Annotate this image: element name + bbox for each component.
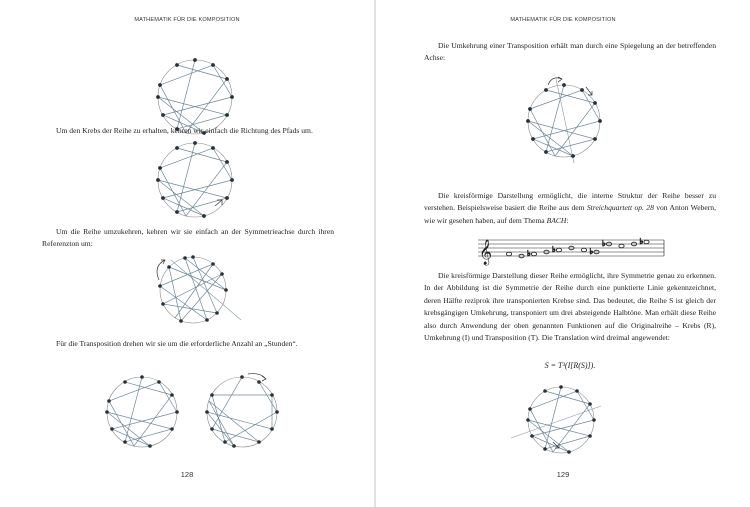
flat-sign-icon: ♭ [552,245,556,254]
paragraph-webern-series: Die kreisförmige Darstellung ermöglicht, die interne Struktur der Reihe besser zu verstehen. Beispielsweise basiert die Reihe aus dem Streichquartett op. 28 von Anton Webern, wie wir gesehen haben, auf dem Thema BACH: [424,191,716,225]
paragraph-symmetry: Die kreisförmige Darstellung dieser Reihe ermöglicht, ihre Symmetrie genau zu erkennen. In der Abbildung ist die Symmetrie der Reihe durch eine punktierte Linie gekennzeichnet, deren Hälfte reziprok ihre transponierten Krebse sind. Das bedeutet, die Reihe S ist gleich der krebsgängigen Umkehrung, transponiert um drei absteigende Halbtöne. Man erhält diese Reihe also durch Anwendung der oben genannten Funktionen auf die Originalreihe – Krebs (R), Umkehrung (I) und Transposition (T). Die Translation wird dreimal angewendet: [424,271,716,343]
right-page [376,0,750,507]
running-head-left: MATHEMATIK FÜR DIE KOMPOSITION [134,17,240,23]
flat-sign-icon: ♭ [639,237,644,246]
whole-note-icon [619,244,624,248]
paragraph-transposition: Für die Transposition drehen wir sie um die erforderliche Anzahl an „Stunden“. [56,339,298,348]
flat-sign-icon: ♭ [589,247,594,256]
treble-clef-icon: 𝄞 [479,240,493,265]
page-number-right: 129 [556,470,570,479]
diagram-transposition-circle-rotated [200,370,284,454]
paragraph-inversion-transposition: Die Umkehrung einer Transposition erhält man durch eine Spiegelung an der betreffenden Achse: [424,41,716,63]
whole-note-icon [644,240,649,244]
paragraph-retrograde: Um den Krebs der Reihe zu erhalten, kehren wir einfach die Richtung des Pfads um. [56,126,313,135]
flat-sign-icon: ♭ [527,249,531,258]
page-number-left: 128 [180,470,194,479]
diagram-reflected-transposition-circle [518,75,614,171]
formula-s: S = T³(I[R(S)]). [544,361,596,370]
music-staff-bach-row [476,232,666,266]
whole-note-icon [531,252,536,256]
whole-note-icon [556,248,561,252]
diagram-retrograde-circle [150,135,240,225]
left-page [0,0,374,507]
running-head-right: MATHEMATIK FÜR DIE KOMPOSITION [510,17,616,23]
diagram-symmetry-circle [516,378,606,462]
diagram-inversion-circle [148,252,248,332]
whole-note-icon [581,248,586,252]
diagram-transposition-circle-original [100,370,184,454]
whole-note-icon [506,252,511,256]
flat-sign-icon: ♭ [602,239,606,248]
paragraph-inversion: Um die Reihe umzukehren, kehren wir sie einfach an der Symmetrieachse durch ihren Referenzton um: [42,227,334,249]
